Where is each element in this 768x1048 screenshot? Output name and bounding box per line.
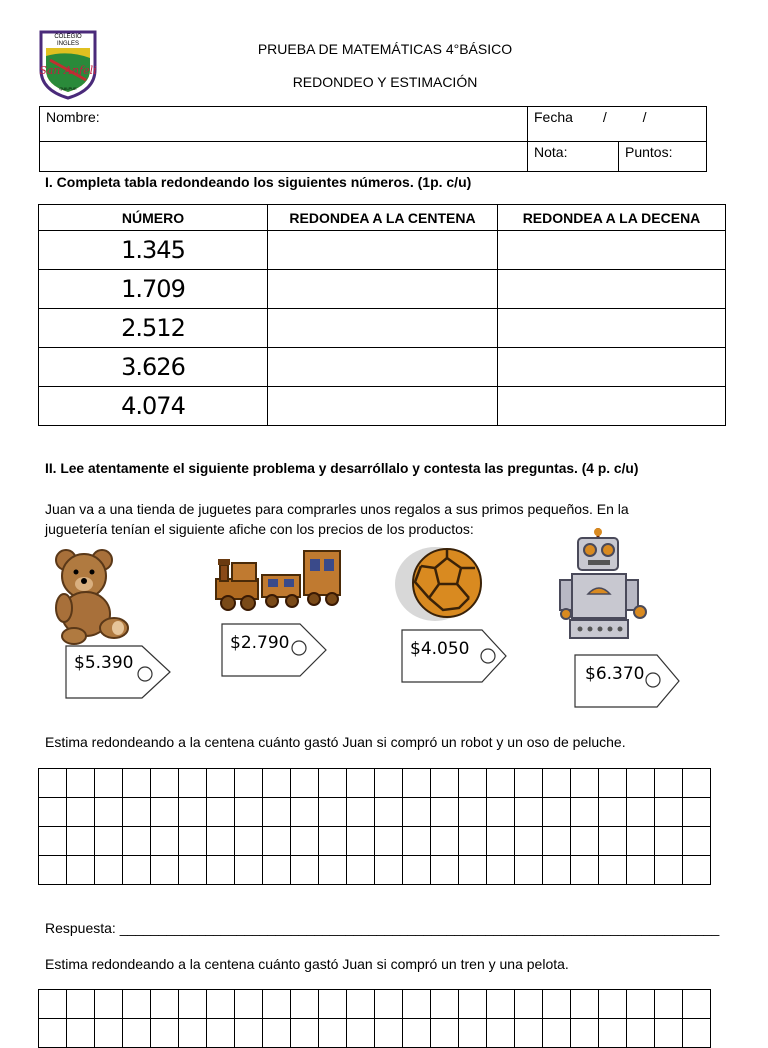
grid-cell[interactable] bbox=[627, 990, 655, 1019]
answer-line[interactable]: Respuesta: _____________________________________________________________________________ bbox=[45, 920, 720, 936]
grid-cell[interactable] bbox=[683, 798, 711, 827]
grid-cell[interactable] bbox=[515, 798, 543, 827]
price-tag bbox=[400, 628, 510, 684]
grid-cell[interactable] bbox=[403, 769, 431, 798]
grid-cell[interactable] bbox=[375, 990, 403, 1019]
grid-cell[interactable] bbox=[291, 856, 319, 885]
grid-cell[interactable] bbox=[599, 798, 627, 827]
number-cell: 2.512 bbox=[39, 309, 268, 348]
grid-cell[interactable] bbox=[543, 1019, 571, 1048]
grid-cell[interactable] bbox=[459, 1019, 487, 1048]
grid-cell[interactable] bbox=[403, 856, 431, 885]
points-field[interactable] bbox=[619, 142, 707, 172]
answer-cell-tens[interactable] bbox=[498, 387, 726, 426]
grid-cell[interactable] bbox=[683, 769, 711, 798]
grid-cell[interactable] bbox=[319, 990, 347, 1019]
number-cell: 4.074 bbox=[39, 387, 268, 426]
grid-cell[interactable] bbox=[179, 1019, 207, 1048]
grid-cell[interactable] bbox=[599, 990, 627, 1019]
price-tag bbox=[64, 644, 174, 700]
grid-cell[interactable] bbox=[151, 1019, 179, 1048]
grid-cell[interactable] bbox=[599, 769, 627, 798]
problem-text-line2: juguetería tenían el siguiente afiche con los precios de los productos: bbox=[45, 521, 474, 537]
grid-cell[interactable] bbox=[95, 798, 123, 827]
grid-cell[interactable] bbox=[235, 990, 263, 1019]
number-cell: 1.709 bbox=[39, 270, 268, 309]
table-row bbox=[39, 309, 726, 348]
date-label: Fecha bbox=[534, 109, 573, 125]
toy-train-icon bbox=[212, 545, 344, 618]
grid-cell[interactable] bbox=[431, 769, 459, 798]
grid-cell[interactable] bbox=[403, 1019, 431, 1048]
answer-cell-hundreds[interactable] bbox=[268, 231, 498, 270]
grid-cell[interactable] bbox=[403, 798, 431, 827]
grid-cell[interactable] bbox=[515, 827, 543, 856]
grid-cell[interactable] bbox=[39, 798, 67, 827]
grid-cell[interactable] bbox=[543, 827, 571, 856]
grid-cell[interactable] bbox=[683, 827, 711, 856]
grid-cell[interactable] bbox=[487, 827, 515, 856]
grid-cell[interactable] bbox=[179, 827, 207, 856]
price-label: $5.390 bbox=[74, 653, 134, 673]
grid-cell[interactable] bbox=[459, 990, 487, 1019]
grid-cell[interactable] bbox=[67, 1019, 95, 1048]
blank-field bbox=[40, 142, 528, 172]
grid-cell[interactable] bbox=[403, 990, 431, 1019]
grid-cell[interactable] bbox=[207, 856, 235, 885]
grid-cell[interactable] bbox=[487, 1019, 515, 1048]
grid-cell[interactable] bbox=[459, 827, 487, 856]
grid-cell[interactable] bbox=[123, 798, 151, 827]
grid-cell[interactable] bbox=[235, 827, 263, 856]
grid-cell[interactable] bbox=[487, 990, 515, 1019]
grid-cell[interactable] bbox=[347, 827, 375, 856]
grid-cell[interactable] bbox=[515, 990, 543, 1019]
price-label: $2.790 bbox=[230, 633, 290, 653]
grid-cell[interactable] bbox=[543, 856, 571, 885]
grid-cell[interactable] bbox=[207, 990, 235, 1019]
grid-cell[interactable] bbox=[207, 769, 235, 798]
grid-cell[interactable] bbox=[263, 856, 291, 885]
grid-cell[interactable] bbox=[543, 990, 571, 1019]
table-row bbox=[39, 387, 726, 426]
answer-cell-hundreds[interactable] bbox=[268, 348, 498, 387]
grid-cell[interactable] bbox=[543, 798, 571, 827]
grid-cell[interactable] bbox=[179, 990, 207, 1019]
grid-cell[interactable] bbox=[403, 827, 431, 856]
school-logo bbox=[38, 30, 98, 100]
grid-cell[interactable] bbox=[123, 769, 151, 798]
grid-cell[interactable] bbox=[459, 856, 487, 885]
answer-cell-hundreds[interactable] bbox=[268, 387, 498, 426]
grid-cell[interactable] bbox=[207, 1019, 235, 1048]
grid-cell[interactable] bbox=[319, 827, 347, 856]
student-info-table bbox=[39, 106, 707, 172]
svg-text:COLEGIO: COLEGIO bbox=[54, 34, 82, 40]
problem-text-line1: Juan va a una tienda de juguetes para comprarles unos regalos a sus primos pequeños. En la bbox=[45, 501, 629, 517]
grid-cell[interactable] bbox=[39, 856, 67, 885]
grid-cell[interactable] bbox=[179, 769, 207, 798]
grid-cell[interactable] bbox=[655, 769, 683, 798]
rounding-table bbox=[38, 204, 726, 426]
grid-cell[interactable] bbox=[151, 798, 179, 827]
answer-cell-tens[interactable] bbox=[498, 270, 726, 309]
grid-cell[interactable] bbox=[263, 990, 291, 1019]
grid-cell[interactable] bbox=[375, 1019, 403, 1048]
grid-row bbox=[39, 856, 711, 885]
grid-cell[interactable] bbox=[319, 1019, 347, 1048]
ball-icon bbox=[395, 546, 487, 627]
grid-cell[interactable] bbox=[291, 769, 319, 798]
grade-label: Nota: bbox=[534, 144, 568, 160]
grid-row bbox=[39, 798, 711, 827]
date-slash: / bbox=[642, 109, 647, 125]
grid-cell[interactable] bbox=[179, 856, 207, 885]
grid-cell[interactable] bbox=[487, 856, 515, 885]
grid-cell[interactable] bbox=[571, 798, 599, 827]
grid-cell[interactable] bbox=[655, 827, 683, 856]
price-label: $6.370 bbox=[585, 664, 645, 684]
grid-cell[interactable] bbox=[291, 1019, 319, 1048]
grid-cell[interactable] bbox=[67, 769, 95, 798]
grid-cell[interactable] bbox=[571, 990, 599, 1019]
question-2: Estima redondeando a la centena cuánto gastó Juan si compró un tren y una pelota. bbox=[45, 956, 569, 972]
grid-cell[interactable] bbox=[655, 856, 683, 885]
grid-cell[interactable] bbox=[319, 856, 347, 885]
grid-cell[interactable] bbox=[207, 827, 235, 856]
grid-cell[interactable] bbox=[67, 856, 95, 885]
page-title: PRUEBA DE MATEMÁTICAS 4°BÁSICO bbox=[257, 41, 513, 57]
grid-cell[interactable] bbox=[123, 1019, 151, 1048]
grid-cell[interactable] bbox=[487, 798, 515, 827]
grid-cell[interactable] bbox=[291, 827, 319, 856]
grid-cell[interactable] bbox=[375, 769, 403, 798]
grid-cell[interactable] bbox=[95, 1019, 123, 1048]
grid-cell[interactable] bbox=[627, 769, 655, 798]
teddy-bear-icon bbox=[52, 548, 132, 651]
work-grid-1[interactable] bbox=[38, 768, 711, 885]
points-label: Puntos: bbox=[625, 144, 673, 160]
grid-cell[interactable] bbox=[347, 990, 375, 1019]
grid-cell[interactable] bbox=[291, 990, 319, 1019]
grid-cell[interactable] bbox=[67, 827, 95, 856]
grid-cell[interactable] bbox=[655, 1019, 683, 1048]
grid-cell[interactable] bbox=[599, 827, 627, 856]
grid-cell[interactable] bbox=[375, 798, 403, 827]
answer-cell-tens[interactable] bbox=[498, 348, 726, 387]
grid-cell[interactable] bbox=[599, 1019, 627, 1048]
question-1: Estima redondeando a la centena cuánto gastó Juan si compró un robot y un oso de peluche. bbox=[45, 734, 626, 750]
grid-cell[interactable] bbox=[347, 856, 375, 885]
grid-cell[interactable] bbox=[655, 798, 683, 827]
robot-icon bbox=[558, 528, 650, 649]
table-row bbox=[39, 231, 726, 270]
grid-row bbox=[39, 827, 711, 856]
grid-cell[interactable] bbox=[319, 798, 347, 827]
grid-cell[interactable] bbox=[263, 1019, 291, 1048]
svg-text:QUILPUE: QUILPUE bbox=[59, 86, 77, 91]
header-hundreds: REDONDEA A LA CENTENA bbox=[268, 205, 498, 231]
grid-cell[interactable] bbox=[123, 856, 151, 885]
grid-cell[interactable] bbox=[459, 769, 487, 798]
grid-cell[interactable] bbox=[431, 827, 459, 856]
table-row bbox=[39, 348, 726, 387]
price-tag bbox=[220, 622, 330, 678]
grid-cell[interactable] bbox=[627, 856, 655, 885]
grid-cell[interactable] bbox=[571, 856, 599, 885]
grid-cell[interactable] bbox=[123, 827, 151, 856]
answer-cell-hundreds[interactable] bbox=[268, 309, 498, 348]
grid-cell[interactable] bbox=[39, 990, 67, 1019]
section-2-title: II. Lee atentamente el siguiente problema y desarróllalo y contesta las preguntas. (4 p. c/u) bbox=[45, 461, 639, 476]
grid-row bbox=[39, 769, 711, 798]
grid-cell[interactable] bbox=[543, 769, 571, 798]
header-tens: REDONDEA A LA DECENA bbox=[498, 205, 726, 231]
grid-cell[interactable] bbox=[291, 798, 319, 827]
grid-cell[interactable] bbox=[95, 856, 123, 885]
grid-cell[interactable] bbox=[683, 990, 711, 1019]
grid-cell[interactable] bbox=[263, 769, 291, 798]
answer-cell-tens[interactable] bbox=[498, 231, 726, 270]
name-field[interactable] bbox=[40, 107, 528, 142]
grid-cell[interactable] bbox=[67, 990, 95, 1019]
date-slash: / bbox=[602, 109, 607, 125]
grid-cell[interactable] bbox=[347, 769, 375, 798]
grid-cell[interactable] bbox=[151, 827, 179, 856]
grid-cell[interactable] bbox=[263, 827, 291, 856]
price-label: $4.050 bbox=[410, 639, 470, 659]
grid-cell[interactable] bbox=[571, 1019, 599, 1048]
price-tag bbox=[573, 653, 683, 709]
grid-cell[interactable] bbox=[319, 769, 347, 798]
grade-field[interactable] bbox=[528, 142, 619, 172]
grid-cell[interactable] bbox=[235, 798, 263, 827]
grid-cell[interactable] bbox=[515, 769, 543, 798]
answer-cell-tens[interactable] bbox=[498, 309, 726, 348]
grid-cell[interactable] bbox=[39, 827, 67, 856]
grid-cell[interactable] bbox=[627, 798, 655, 827]
number-cell: 3.626 bbox=[39, 348, 268, 387]
page-subtitle: REDONDEO Y ESTIMACIÓN bbox=[292, 74, 478, 90]
grid-cell[interactable] bbox=[123, 990, 151, 1019]
grid-cell[interactable] bbox=[375, 856, 403, 885]
grid-cell[interactable] bbox=[515, 856, 543, 885]
grid-cell[interactable] bbox=[235, 769, 263, 798]
grid-cell[interactable] bbox=[39, 1019, 67, 1048]
grid-cell[interactable] bbox=[347, 798, 375, 827]
grid-cell[interactable] bbox=[39, 769, 67, 798]
grid-cell[interactable] bbox=[487, 769, 515, 798]
grid-cell[interactable] bbox=[431, 1019, 459, 1048]
number-cell: 1.345 bbox=[39, 231, 268, 270]
name-label: Nombre: bbox=[46, 109, 100, 125]
section-1-title: I. Completa tabla redondeando los siguientes números. (1p. c/u) bbox=[45, 174, 472, 190]
grid-cell[interactable] bbox=[263, 798, 291, 827]
grid-cell[interactable] bbox=[515, 1019, 543, 1048]
grid-cell[interactable] bbox=[179, 798, 207, 827]
grid-row bbox=[39, 1019, 711, 1048]
work-grid-2[interactable] bbox=[38, 989, 711, 1048]
grid-cell[interactable] bbox=[375, 827, 403, 856]
date-field[interactable] bbox=[528, 107, 707, 142]
grid-cell[interactable] bbox=[151, 856, 179, 885]
answer-cell-hundreds[interactable] bbox=[268, 270, 498, 309]
grid-cell[interactable] bbox=[235, 1019, 263, 1048]
grid-row bbox=[39, 990, 711, 1019]
grid-cell[interactable] bbox=[627, 827, 655, 856]
grid-cell[interactable] bbox=[95, 827, 123, 856]
grid-cell[interactable] bbox=[95, 769, 123, 798]
svg-text:San Anfeli: San Anfeli bbox=[39, 64, 97, 77]
table-row bbox=[39, 270, 726, 309]
grid-cell[interactable] bbox=[459, 798, 487, 827]
grid-cell[interactable] bbox=[571, 769, 599, 798]
grid-cell[interactable] bbox=[347, 1019, 375, 1048]
grid-cell[interactable] bbox=[67, 798, 95, 827]
grid-cell[interactable] bbox=[431, 990, 459, 1019]
grid-cell[interactable] bbox=[627, 1019, 655, 1048]
grid-cell[interactable] bbox=[599, 856, 627, 885]
grid-cell[interactable] bbox=[431, 798, 459, 827]
header-number: NÚMERO bbox=[39, 205, 268, 231]
svg-text:INGLES: INGLES bbox=[56, 41, 80, 47]
grid-cell[interactable] bbox=[683, 1019, 711, 1048]
grid-cell[interactable] bbox=[683, 856, 711, 885]
grid-cell[interactable] bbox=[235, 856, 263, 885]
grid-cell[interactable] bbox=[151, 990, 179, 1019]
grid-cell[interactable] bbox=[95, 990, 123, 1019]
grid-cell[interactable] bbox=[207, 798, 235, 827]
grid-cell[interactable] bbox=[431, 856, 459, 885]
grid-cell[interactable] bbox=[655, 990, 683, 1019]
grid-cell[interactable] bbox=[571, 827, 599, 856]
grid-cell[interactable] bbox=[151, 769, 179, 798]
